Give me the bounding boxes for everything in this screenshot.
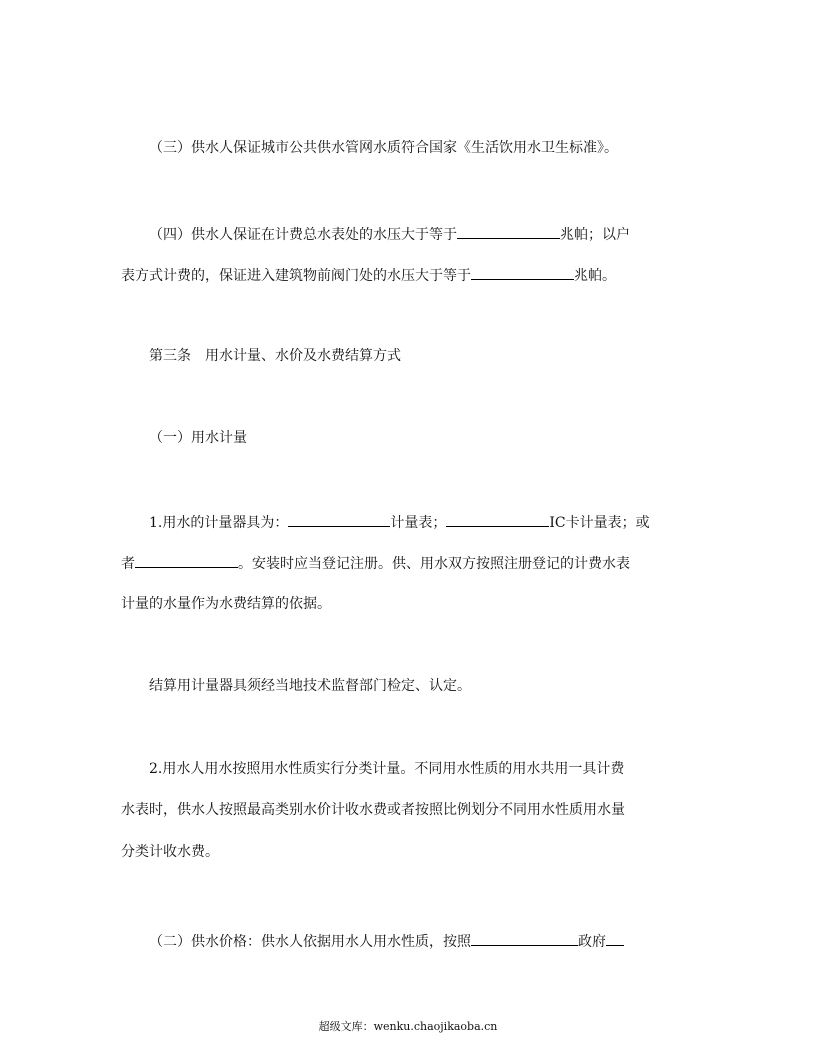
text: 兆帕。	[574, 268, 616, 284]
text: 。安装时应当登记注册。供、用水双方按照注册登记的计费水表	[238, 556, 630, 572]
text: IC卡计量表；或	[549, 515, 650, 531]
fill-blank-pressure-building[interactable]	[471, 263, 574, 280]
item-1-line2	[121, 551, 691, 573]
item-1-line1	[149, 510, 719, 532]
fill-blank-government[interactable]	[606, 929, 624, 946]
text: 计量表；	[390, 515, 447, 531]
fill-blank-pressure-total[interactable]	[457, 222, 560, 239]
clause-water-quality: （三）供水人保证城市公共供水管网水质符合国家《生活饮用水卫生标准》。	[149, 140, 618, 156]
fill-blank-meter-2[interactable]	[446, 510, 549, 527]
text: 者	[121, 556, 135, 572]
fill-blank-meter-1[interactable]	[288, 510, 390, 527]
text: 政府	[578, 934, 606, 950]
item-2-line1: 2.用水人用水按照用水性质实行分类计量。不同用水性质的用水共用一具计费	[149, 761, 625, 777]
footer-watermark: 超级文库：wenku.chaojikaoba.cn	[318, 1020, 498, 1033]
text: 1.用水的计量器具为：	[149, 515, 289, 531]
clause-water-pressure-line1	[149, 222, 719, 244]
item-1-line3: 计量的水量作为水费结算的依据。	[121, 596, 331, 612]
text: （二）供水价格：供水人依据用水人用水性质，按照	[149, 934, 471, 950]
fill-blank-price-basis[interactable]	[471, 929, 578, 946]
fill-blank-meter-3[interactable]	[135, 551, 238, 568]
item-2-line2: 水表时，供水人按照最高类别水价计收水费或者按照比例划分不同用水性质用水量	[121, 802, 625, 818]
section-1-title: （一）用水计量	[149, 430, 247, 446]
text: 表方式计费的，保证进入建筑物前阀门处的水压大于等于	[121, 268, 471, 284]
item-2-line3: 分类计收水费。	[121, 844, 219, 860]
section-2-line1	[149, 929, 719, 951]
text: （四）供水人保证在计费总水表处的水压大于等于	[149, 227, 457, 243]
article-3-title: 第三条 用水计量、水价及水费结算方式	[149, 348, 401, 364]
note-calibration: 结算用计量器具须经当地技术监督部门检定、认定。	[149, 678, 471, 694]
text: 兆帕；以户	[560, 227, 630, 243]
clause-water-pressure-line2	[121, 263, 691, 285]
